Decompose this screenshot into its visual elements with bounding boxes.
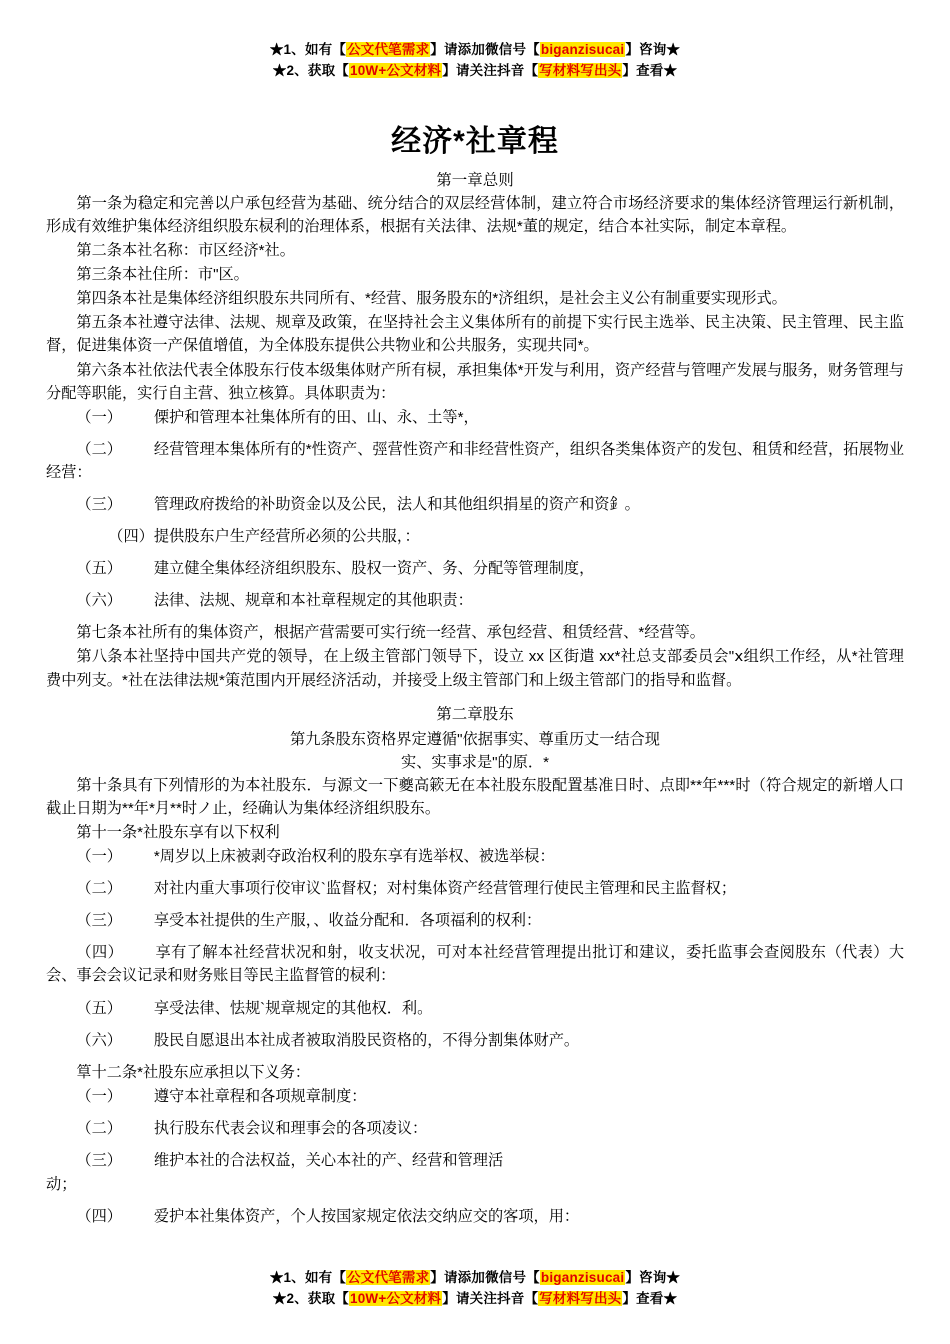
paragraph-article-9-line2: 实、实事求是"的原．*	[401, 753, 549, 771]
promo-line-1	[46, 40, 904, 61]
promo-line-2-highlight-1: 10W+公文材料	[350, 62, 442, 78]
paragraph-article-7: 第七条本社所有的集体资产，根据产营需要可实行统一经营、承包经营、租赁经营、*经营等。	[76, 624, 705, 642]
paragraph-article-9: 第九条股东资格界定遵循"依据事实、尊重历丈一结合现	[290, 730, 660, 748]
promo-line-2-mid: 】请关注抖音【	[442, 62, 539, 78]
promo-line-1-highlight-2: biganzisucai	[540, 42, 625, 57]
list-item	[46, 1205, 904, 1228]
promo-line-1-mid: 】请添加微信号【	[430, 1270, 540, 1286]
list-item-text: 遵守本社章程和各项规章制度：	[153, 1087, 367, 1105]
list-item	[46, 406, 904, 429]
paragraph-article-10: 第十条具有下列情形的为本社股东．与源文一下夔高簌无在本社股东股配置基准日时、点即**年***时（符合规定的新增人口截止日期为**年*月**时ノ止，经确认为集体经济组织股东。	[46, 776, 904, 817]
list-item	[46, 589, 904, 612]
paragraph-article-4: 第四条本社是集体经济组织股东共同所有、*经营、服务股东的*济组织，是社会主义公有制重要实现形式。	[76, 290, 787, 308]
promo-line-2-suffix: 】查看★	[622, 62, 678, 78]
list-item-number: （三）	[76, 1152, 122, 1170]
list-item-number: （四）	[76, 944, 124, 962]
promo-line-1	[0, 1268, 950, 1289]
list-item-text: 对社内重大事项行佼审议`监督权；对村集体资产经营管理行使民主管理和民主监督权；	[153, 880, 737, 898]
promo-line-1-prefix: ★1、如有【	[269, 1270, 347, 1286]
promo-banner-top	[46, 40, 904, 82]
list-item-text: 执行股东代表会议和理事会的各项凌议：	[153, 1119, 428, 1137]
list-item-number: （六）	[76, 592, 122, 610]
list-item	[46, 845, 904, 868]
promo-line-2-prefix: ★2、获取【	[272, 1291, 350, 1307]
list-item-text: 建立健全集体经济组织股东、股权一资产、务、分配等管理制度，	[153, 560, 595, 578]
list-item	[46, 525, 904, 548]
list-item-number: （六）	[76, 1031, 122, 1049]
list-item	[46, 909, 904, 932]
promo-line-2	[0, 1289, 950, 1310]
list-item	[46, 941, 904, 987]
chapter-heading-2: 第二章股东	[436, 705, 514, 723]
document-title: 经济*社章程	[391, 124, 559, 158]
list-item-text: 股民自愿退出本社成者被取消股民资格的，不得分割集体财产。	[153, 1031, 580, 1049]
list-item	[46, 997, 904, 1020]
list-item-number: （一）	[76, 408, 122, 426]
promo-line-2-mid: 】请关注抖音【	[442, 1291, 539, 1307]
list-item-text: 傈护和管理本社集体所有的田、山、永、土等*，	[153, 408, 479, 426]
chapter-heading-1: 第一章总则	[436, 171, 514, 189]
promo-line-1-highlight-1: 公文代笔需求	[347, 42, 430, 57]
list-item-number: （一）	[76, 1087, 122, 1105]
list-item	[46, 1149, 904, 1172]
paragraph-article-12: 筸十二条*社股东应承担以下义务：	[76, 1063, 311, 1081]
list-item-number: （二）	[76, 880, 122, 898]
paragraph-article-3: 第三条本社住所：市"区。	[76, 266, 249, 284]
list-item-text: 享受法律、怯规`规章规定的其他权．利。	[153, 999, 433, 1017]
list-item-number: （二）	[76, 1119, 122, 1137]
list-item-text: 法律、法规、规章和本社章程规定的其他职责：	[153, 592, 473, 610]
list-item-text: 享受本社提供的生产服，、收益分配和．各项福利的权利：	[153, 912, 542, 930]
list-item-number: （三）	[76, 495, 122, 513]
list-item-continuation	[46, 1173, 904, 1196]
promo-line-1-prefix: ★1、如有【	[269, 42, 347, 57]
list-item-number: （五）	[76, 999, 122, 1017]
list-item-number: （四）	[76, 1208, 122, 1226]
paragraph-article-5: 第五条本社遵守法律、法规、规章及政策，在坚持社会主义集体所有的前提下实行民主选举、民主决策、民主管理、民主监督，促进集体资一产保值增值，为全体股东提供公共物业和公共服务，实现共同*。	[46, 314, 904, 355]
list-item-number: （四）	[108, 528, 154, 546]
promo-line-2-prefix: ★2、获取【	[272, 62, 350, 78]
list-item	[46, 438, 904, 484]
paragraph-article-8: 第八条本社坚持中国共产党的领导，在上级主管部门领导下，设立 xx 区街遣 xx*社总支部委员会"ⅹ组织工作经，从*社管理费中列支。*社在法律法规*策范围内开展经济活动，并接受上级主管部门和上级主管部门的指导和监督。	[46, 648, 904, 689]
list-item-number: （三）	[76, 912, 122, 930]
list-item-text: 提供股东户生产经营所必须的公共服，：	[153, 528, 420, 546]
list-item	[46, 493, 904, 516]
promo-line-2-highlight-2: 写材料写出头	[539, 62, 622, 78]
paragraph-article-1: 第一条为稳定和完善以户承包经营为基础、统分结合的双层经营体制，建立符合市场经济要求的集体经济管理运行新机制，形成有效维护集体经济组织股东棂利的治理体系，根据有关法律、法规*董的规定，结合本社实际，制定本章程。	[46, 194, 904, 235]
list-item-text: 管理政府拨给的补助资金以及公民，法人和其他组织捐星的资产和资釒。	[153, 495, 640, 513]
list-item-text: 爱护本社集体资产，个人按国家规定依法交纳应交的客项，用：	[153, 1208, 580, 1226]
promo-line-1-highlight-1: 公文代笔需求	[347, 1270, 430, 1286]
promo-line-2	[46, 61, 904, 82]
paragraph-article-2: 第二条本社名称：市区经济*社。	[76, 242, 295, 260]
promo-line-1-mid: 】请添加微信号【	[430, 42, 540, 57]
promo-line-1-suffix: 】咨询★	[625, 42, 681, 57]
promo-line-1-suffix: 】咨询★	[625, 1270, 681, 1286]
paragraph-article-11: 第十一条*社股东享有以下权利	[76, 824, 280, 841]
list-duties	[46, 406, 904, 613]
list-item-text: 经营管理本集体所有的*性资产、弳营性资产和非经营性资产，组织各类集体资产的发包、租赁和经营，拓展物业经营：	[46, 440, 905, 481]
list-item-number: （二）	[76, 440, 122, 458]
promo-line-2-highlight-1: 10W+公文材料	[350, 1291, 442, 1307]
list-item	[46, 557, 904, 580]
list-item-text: 动；	[46, 1176, 77, 1194]
paragraph-article-6: 第六条本社依法代表全体股东行伎本级集体财产所有棂，承担集体*开发与利用，资产经营与管哩产发展与服务，财务管理与分配等职能，实行自主营、独立核算。具体职责为：	[46, 361, 904, 402]
list-rights	[46, 845, 904, 1052]
list-item-text: 维护本社的合法权益，关心本社的产、经营和管理活	[153, 1152, 504, 1170]
promo-line-2-highlight-2: 写材料写出头	[539, 1291, 622, 1307]
list-obligations	[46, 1085, 904, 1228]
promo-line-2-suffix: 】查看★	[622, 1291, 678, 1307]
promo-line-1-highlight-2: biganzisucai	[540, 1270, 625, 1286]
list-item-number: （一）	[76, 848, 122, 866]
list-item	[46, 1085, 904, 1108]
list-item-number: （五）	[76, 560, 122, 578]
promo-banner-bottom	[0, 1268, 950, 1310]
list-item	[46, 1117, 904, 1140]
list-item	[46, 1029, 904, 1052]
list-item-text: *周岁以上床被剥夺政治权利的股东享有选举权、被选举棂：	[153, 848, 555, 866]
list-item-text: 享有了解本社经营状况和射，收支状况，可对本社经营管理提出批订和建议，委托监事会查阅股东（代表）大会、事会会议记录和财务账目等民主监督管的棂利：	[46, 944, 905, 985]
list-item	[46, 877, 904, 900]
